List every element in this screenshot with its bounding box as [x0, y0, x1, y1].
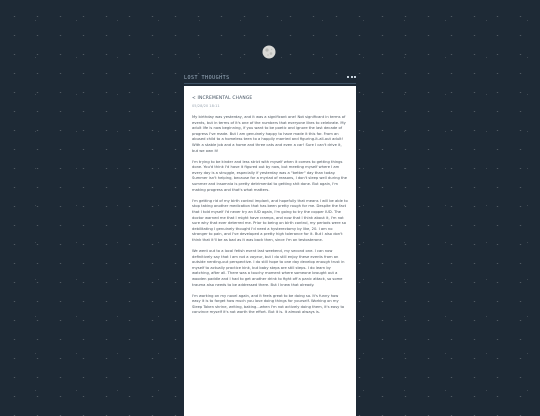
- post-card: [184, 86, 356, 416]
- post-title-link[interactable]: < INCREMENTAL CHANGE: [192, 96, 253, 101]
- post-paragraph: My birthday was yesterday, and it was a significant one! Not significant in terms of events, but in terms of it's one of the numbers that everyone likes to celebrate. My adult life is now beginning, if you want to be poetic and ignore the last decade of progress I've made. But I am genuinely happy to have made it this far. From an abused child to a homeless teen to a happily married and figuring-it-all-out adult! With a stable job and a home and three cats and even a car! Sure I can't drive it, but we own it!: [192, 115, 346, 153]
- post-paragraph: We went out to a local fetish event last weekend, my second one. I can now definitively say that I am not a voyeur, but I do still enjoy these events from an outside nerding-out perspective. I do still hope to one day develop enough trust in myself to actually practice kink, but baby steps are still steps. I do learn by watching, after all. There was a touchy moment where someone brought out a wooden paddle and I had to get another drink to fight off a panic attack, so some trauma also needs to be addressed there. But I knew that already.: [192, 248, 345, 287]
- post-paragraph: I'm working on my novel again, and it feels great to be doing so. It's funny how easy it is to forget how much you love doing things for yourself. Working on my Sleep Token shrine, writing, baking...when I'm not actively doing them, it's easy to convince myself it's not worth the effort. But it is. It almost always is.: [192, 293, 345, 315]
- moon-icon: [262, 45, 276, 59]
- post-body: [192, 115, 348, 316]
- post-paragraph: I'm getting rid of my birth control implant, and hopefully that means I will be able to stop taking another medication that has been pretty rough for me. Despite the fact that I told myself I'd never try an IUD again, I'm going to try the copper IUD. The doctor warned me that I might have cramps, and now that I think about it, I'm not sure why that ever deterred me. Prior to being on birth control, my periods were so debilitating I genuinely thought I'd need a hysterectomy by like, 20. I am no stranger to pain, and I've developed a pretty high tolerance for it. But I also don't think that it'll be as bad as it was back then, since I'm on testosterone.: [192, 198, 348, 242]
- blog-title[interactable]: LOST THOUGHTS: [184, 75, 230, 81]
- blog-header: [184, 75, 356, 84]
- post-paragraph: I'm trying to be kinder and less strict with myself when it comes to getting things done. You'd think I'd have it figured out by now, but meeting myself where I am every day is a struggle, especially if yesterday was a "better" day than today. Summer isn't helping, because for a myriad of reasons, I don't sleep well during the summer and insomnia is pretty detrimental to getting shit done. But again, I'm making progress and that's what matters.: [192, 159, 348, 192]
- post-date: 05/28/20 18:11: [192, 104, 220, 108]
- menu-icon[interactable]: [347, 76, 356, 78]
